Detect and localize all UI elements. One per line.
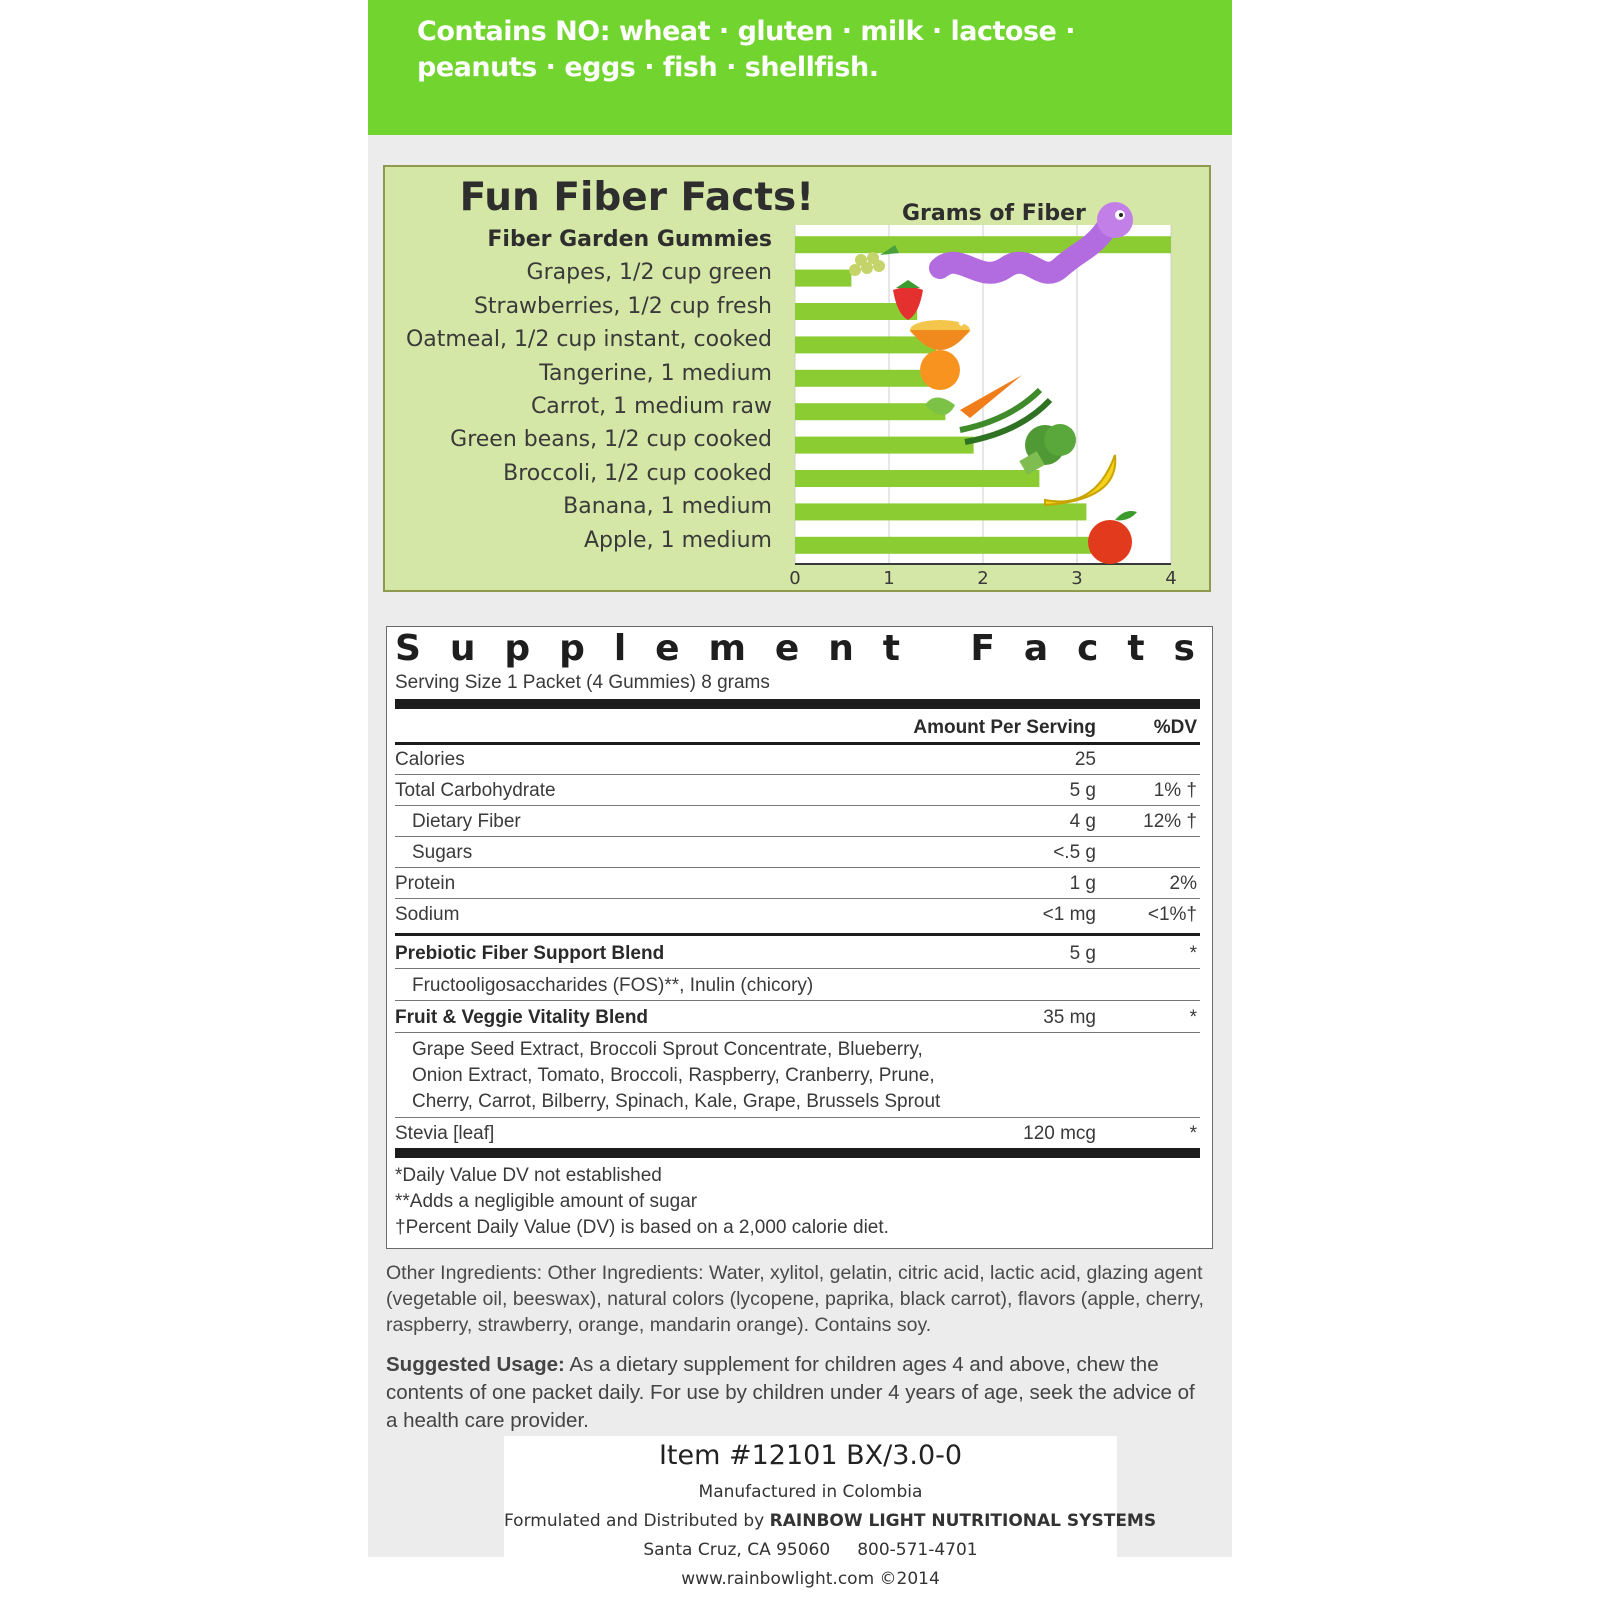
fiber-bar (795, 470, 1039, 487)
row-divider (395, 836, 1200, 837)
blend2-detail-2: Onion Extract, Tomato, Broccoli, Raspberry, Cranberry, Prune, (412, 1065, 935, 1086)
nutrient-label: Total Carbohydrate (395, 780, 556, 801)
food-label: Oatmeal, 1/2 cup instant, cooked (405, 327, 772, 353)
title-letter: F (970, 628, 995, 669)
fiber-bar (795, 336, 936, 353)
brand-name: RAINBOW LIGHT NUTRITIONAL SYSTEMS (769, 1511, 1157, 1531)
fiber-bar (795, 403, 945, 420)
fiber-facts-title: Fun Fiber Facts! (459, 175, 814, 220)
food-label: Carrot, 1 medium raw (530, 394, 772, 419)
blend1-label: Prebiotic Fiber Support Blend (395, 943, 665, 964)
fiber-bar (795, 236, 1171, 253)
nutrient-label: Sodium (395, 904, 460, 925)
serving-size: Serving Size 1 Packet (4 Gummies) 8 grams (395, 672, 770, 693)
fiber-bar (795, 503, 1086, 520)
nutrient-dv: <1%† (1147, 904, 1197, 925)
title-letter: l (613, 628, 627, 669)
suggested-usage (386, 1351, 1206, 1435)
title-letter: e (774, 628, 800, 669)
row-divider (395, 774, 1200, 775)
nutrient-amount: <.5 g (1053, 842, 1096, 863)
stevia-amount: 120 mcg (1023, 1123, 1096, 1144)
blend2-amount: 35 mg (1043, 1007, 1096, 1028)
blend1-amount: 5 g (1069, 943, 1096, 964)
manufactured-in: Manufactured in Colombia (698, 1482, 923, 1502)
x-tick-label: 4 (1165, 568, 1177, 589)
thick-rule (395, 1148, 1200, 1158)
nutrient-label: Calories (395, 749, 465, 770)
row-divider (395, 1000, 1200, 1001)
title-letter: a (1023, 628, 1049, 669)
title-letter: n (828, 628, 854, 669)
food-label: Strawberries, 1/2 cup fresh (473, 293, 772, 319)
nutrient-amount: 1 g (1069, 873, 1096, 894)
blend2-dv: * (1189, 1007, 1197, 1028)
nutrient-dv: 1% † (1153, 780, 1197, 801)
medium-rule (395, 933, 1200, 936)
x-tick-label: 2 (977, 568, 989, 589)
row-divider (395, 968, 1200, 969)
title-letter: m (708, 628, 746, 669)
blend2-detail-1: Grape Seed Extract, Broccoli Sprout Concentrate, Blueberry, (412, 1039, 923, 1060)
other-ingredients: Other Ingredients: Other Ingredients: Water, xylitol, gelatin, citric acid, lactic acid, glazing agent (vegetable oil, beeswax), natural colors (lycopene, paprika, black carrot), flavors (apple, cherry, raspberry, strawberry, orange, mandarin orange). Contains soy. (386, 1262, 1204, 1336)
nutrient-amount: 25 (1074, 749, 1096, 770)
supplement-facts-title (395, 628, 1195, 669)
x-tick-label: 0 (789, 568, 801, 589)
row-divider (395, 1117, 1200, 1118)
item-number: Item #12101 BX/3.0-0 (658, 1440, 963, 1471)
fiber-bar (795, 537, 1105, 554)
fiber-bar (795, 270, 851, 287)
allergen-line-1: Contains NO: wheat · gluten · milk · lactose · (417, 16, 1075, 47)
nutrient-amount: <1 mg (1042, 904, 1096, 925)
blend1-dv: * (1189, 943, 1197, 964)
footnote-3: †Percent Daily Value (DV) is based on a 2,000 calorie diet. (395, 1217, 889, 1238)
formulated-text: Formulated and Distributed by (504, 1511, 765, 1531)
title-letter: t (1127, 628, 1145, 669)
nutrient-label: Sugars (412, 842, 473, 863)
food-label: Tangerine, 1 medium (539, 360, 772, 386)
address-phone: Santa Cruz, CA 95060 800-571-4701 (643, 1540, 978, 1560)
suggested-usage-label: Suggested Usage: (386, 1353, 565, 1376)
chart-title: Grams of Fiber (902, 201, 1086, 226)
title-letter: p (559, 628, 585, 669)
x-tick-label: 3 (1071, 568, 1083, 589)
fiber-bar-chart (760, 190, 1200, 590)
item-sticker (504, 1436, 1157, 1600)
website-copyright: www.rainbowlight.com ©2014 (681, 1569, 940, 1589)
x-tick-label: 1 (883, 568, 895, 589)
food-label: Green beans, 1/2 cup cooked (450, 427, 772, 453)
title-letter: u (449, 628, 476, 669)
distributor-line (504, 1511, 1157, 1531)
food-label: Fiber Garden Gummies (487, 227, 772, 252)
food-label: Apple, 1 medium (583, 527, 772, 553)
food-label: Broccoli, 1/2 cup cooked (503, 460, 772, 486)
stevia-dv: * (1189, 1123, 1197, 1144)
nutrient-dv: 12% † (1143, 811, 1197, 832)
title-letter (929, 628, 942, 669)
dv-column-header: %DV (1153, 717, 1197, 738)
suggested-usage-text: As a dietary supplement for children ages 4 and above, chew the contents of one packet daily. For use by children under 4 years of age, seek the advice of a health care provider. (386, 1353, 1195, 1432)
footnote-2: **Adds a negligible amount of sugar (395, 1191, 698, 1212)
amount-column-header: Amount Per Serving (913, 717, 1096, 738)
thick-rule (395, 699, 1200, 709)
title-letter: S (395, 628, 421, 669)
title-letter: s (1173, 628, 1195, 669)
allergen-line-2: peanuts · eggs · fish · shellfish. (417, 52, 879, 83)
footnote-1: *Daily Value DV not established (395, 1165, 662, 1186)
blend1-detail: Fructooligosaccharides (FOS)**, Inulin (chicory) (412, 975, 814, 996)
nutrient-label: Dietary Fiber (412, 811, 521, 832)
row-divider (395, 805, 1200, 806)
row-divider (395, 898, 1200, 899)
title-letter: t (882, 628, 900, 669)
row-divider (395, 867, 1200, 868)
title-letter: c (1077, 628, 1099, 669)
blend2-detail-3: Cherry, Carrot, Bilberry, Spinach, Kale, Grape, Brussels Sprout (412, 1091, 941, 1112)
title-letter: p (504, 628, 531, 669)
fiber-bar (795, 437, 974, 454)
food-label: Banana, 1 medium (563, 494, 772, 520)
title-letter: e (655, 628, 680, 669)
nutrient-amount: 5 g (1069, 780, 1096, 801)
row-divider (395, 1032, 1200, 1033)
stevia-label: Stevia [leaf] (395, 1123, 495, 1144)
nutrient-dv: 2% (1169, 873, 1197, 894)
allergen-banner (368, 0, 1232, 135)
food-label: Grapes, 1/2 cup green (526, 260, 772, 286)
nutrient-amount: 4 g (1069, 811, 1096, 832)
tangerine-illustration (920, 350, 960, 390)
blend2-label: Fruit & Veggie Vitality Blend (395, 1007, 649, 1028)
medium-rule (395, 742, 1200, 745)
nutrient-label: Protein (395, 873, 456, 894)
